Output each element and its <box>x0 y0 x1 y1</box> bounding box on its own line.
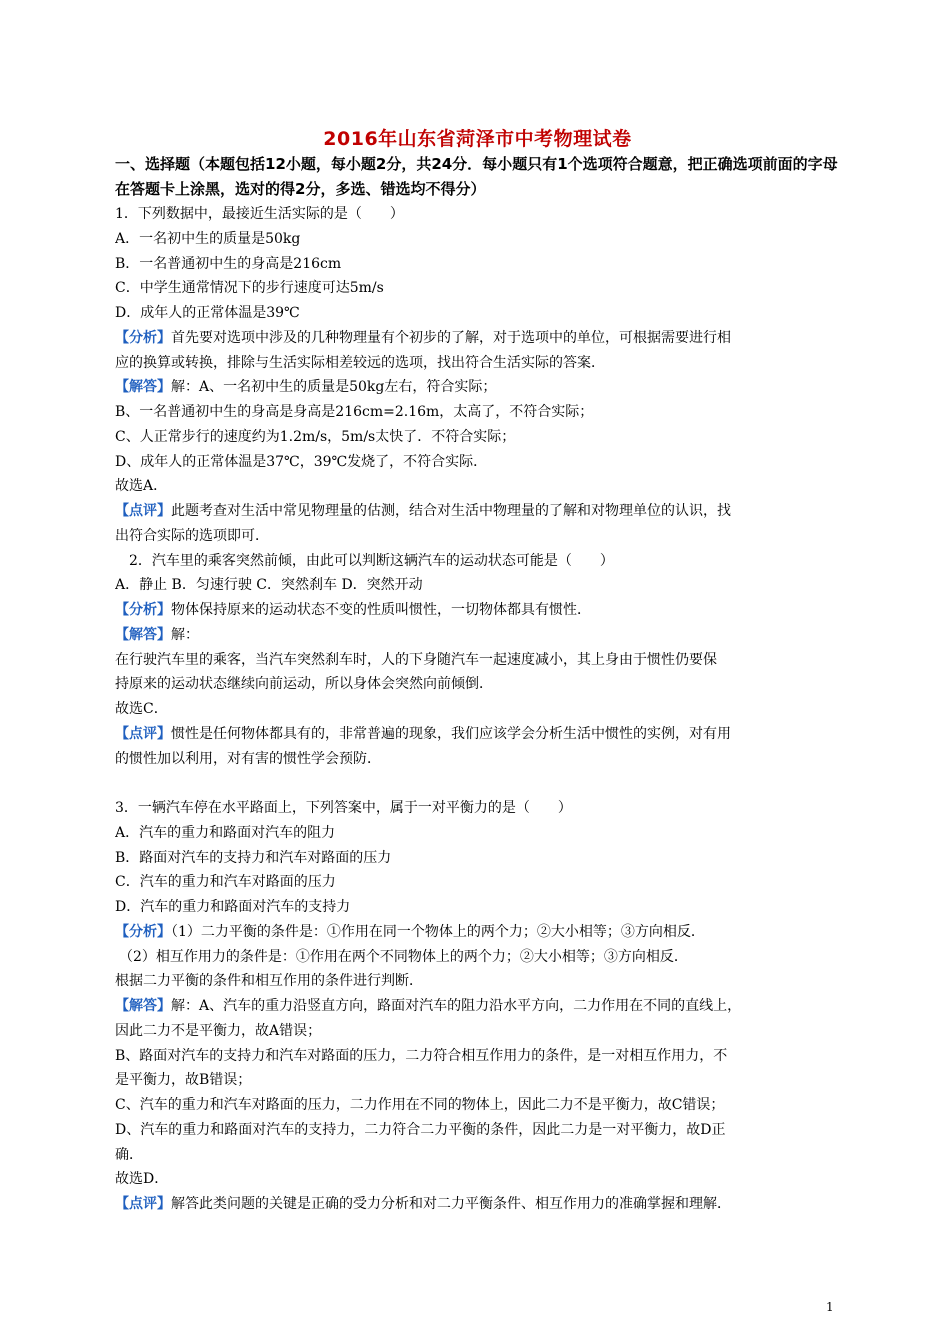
answer-line: 【解答】解：A、一名初中生的质量是50kg左右，符合实际； <box>115 379 497 396</box>
answer-line: 【解答】解：A、汽车的重力沿竖直方向，路面对汽车的阻力沿水平方向，二力作用在不同的直线上， <box>115 998 742 1014</box>
analysis-tag: 【分析】 <box>115 923 171 940</box>
analysis-line: 应的换算或转换，排除与生活实际相差较远的选项，找出符合生活实际的答案． <box>115 354 605 371</box>
comment-line: 【点评】此题考查对生活中常见物理量的估测，结合对生活中物理量的了解和对物理单位的认识，找 <box>115 503 731 519</box>
comment-line: 【点评】解答此类问题的关键是正确的受力分析和对二力平衡条件、相互作用力的准确掌握和理解． <box>115 1196 731 1212</box>
options-line: A．静止 B．匀速行驶 C．突然刹车 D．突然开动 <box>115 577 423 594</box>
comment-line: 出符合实际的选项即可． <box>115 527 269 544</box>
option-b: B．一名普通初中生的身高是216cm <box>115 255 342 272</box>
question-1: 1．下列数据中，最接近生活实际的是（ ） <box>115 206 404 222</box>
answer-line: 是平衡力，故B错误； <box>115 1072 252 1089</box>
analysis-line: 【分析】首先要对选项中涉及的几种物理量有个初步的了解，对于选项中的单位，可根据需要进行相 <box>115 329 731 346</box>
analysis-line: （2）相互作用力的条件是：①作用在两个不同物体上的两个力；②大小相等；③方向相反． <box>119 948 688 965</box>
analysis-line: 根据二力平衡的条件和相互作用的条件进行判断． <box>115 973 423 990</box>
section-heading: 一、选择题（本题包括12小题，每小题2分，共24分．每小题只有1个选项符合题意，把正确选项前面的字母在答题卡上涂黑，选对的得2分，多选、错选均不得分） <box>115 155 838 198</box>
page-number: 1 <box>826 1300 834 1314</box>
option-d: D．成年人的正常体温是39℃ <box>115 305 300 321</box>
option-c: C．中学生通常情况下的步行速度可达5m/s <box>115 280 384 297</box>
answer-tag: 【解答】 <box>115 626 171 643</box>
answer-line: 在行驶汽车里的乘客，当汽车突然刹车时，人的下身随汽车一起速度减小，其上身由于惯性仍要保 <box>115 651 717 668</box>
comment-tag: 【点评】 <box>115 725 171 742</box>
answer-tag: 【解答】 <box>115 998 171 1014</box>
answer-line: D、汽车的重力和路面对汽车的支持力，二力符合二力平衡的条件，因此二力是一对平衡力，故D正 <box>115 1121 726 1138</box>
answer-line: B、一名普通初中生的身高是身高是216cm=2.16m，太高了，不符合实际； <box>115 404 594 420</box>
comment-line: 【点评】惯性是任何物体都具有的，非常普遍的现象，我们应该学会分析生活中惯性的实例，对有用 <box>115 725 731 742</box>
option-c: C．汽车的重力和汽车对路面的压力 <box>115 874 336 891</box>
answer-line: 【解答】解： <box>115 626 199 643</box>
analysis-line: 【分析】（1）二力平衡的条件是：①作用在同一个物体上的两个力；②大小相等；③方向相反． <box>115 923 705 940</box>
option-d: D．汽车的重力和路面对汽车的支持力 <box>115 899 351 915</box>
page-title: 2016年山东省菏泽市中考物理试卷 <box>323 128 632 150</box>
content-lines <box>115 202 840 1217</box>
analysis-tag: 【分析】 <box>115 329 171 346</box>
option-b: B．路面对汽车的支持力和汽车对路面的压力 <box>115 849 392 866</box>
answer-line: D、成年人的正常体温是37℃，39℃发烧了，不符合实际． <box>115 453 488 470</box>
option-a: A．汽车的重力和路面对汽车的阻力 <box>115 824 336 841</box>
answer-line: 故选A． <box>115 478 168 495</box>
comment-tag: 【点评】 <box>115 503 171 519</box>
answer-line: 确． <box>115 1146 143 1163</box>
answer-line: C、人正常步行的速度约为1.2m/s，5m/s太快了．不符合实际； <box>115 428 516 445</box>
question-2: 2．汽车里的乘客突然前倾，由此可以判断这辆汽车的运动状态可能是（ ） <box>129 552 614 569</box>
answer-line: 故选D． <box>115 1171 169 1188</box>
analysis-line: 【分析】物体保持原来的运动状态不变的性质叫惯性，一切物体都具有惯性． <box>115 602 591 618</box>
answer-line: B、路面对汽车的支持力和汽车对路面的压力，二力符合相互作用力的条件，是一对相互作用力，不 <box>115 1047 728 1064</box>
option-a: A．一名初中生的质量是50kg <box>115 230 301 247</box>
answer-line: 故选C． <box>115 701 168 717</box>
blank-line <box>115 771 840 796</box>
answer-tag: 【解答】 <box>115 379 171 396</box>
question-3: 3．一辆汽车停在水平路面上，下列答案中，属于一对平衡力的是（ ） <box>115 800 572 816</box>
analysis-tag: 【分析】 <box>115 602 171 618</box>
answer-line: 因此二力不是平衡力，故A错误； <box>115 1022 322 1039</box>
comment-line: 的惯性加以利用，对有害的惯性学会预防． <box>115 750 381 767</box>
comment-tag: 【点评】 <box>115 1196 171 1212</box>
answer-line: 持原来的运动状态继续向前运动，所以身体会突然向前倾倒． <box>115 676 493 693</box>
answer-line: C、汽车的重力和汽车对路面的压力，二力作用在不同的物体上，因此二力不是平衡力，故C错误； <box>115 1097 725 1113</box>
